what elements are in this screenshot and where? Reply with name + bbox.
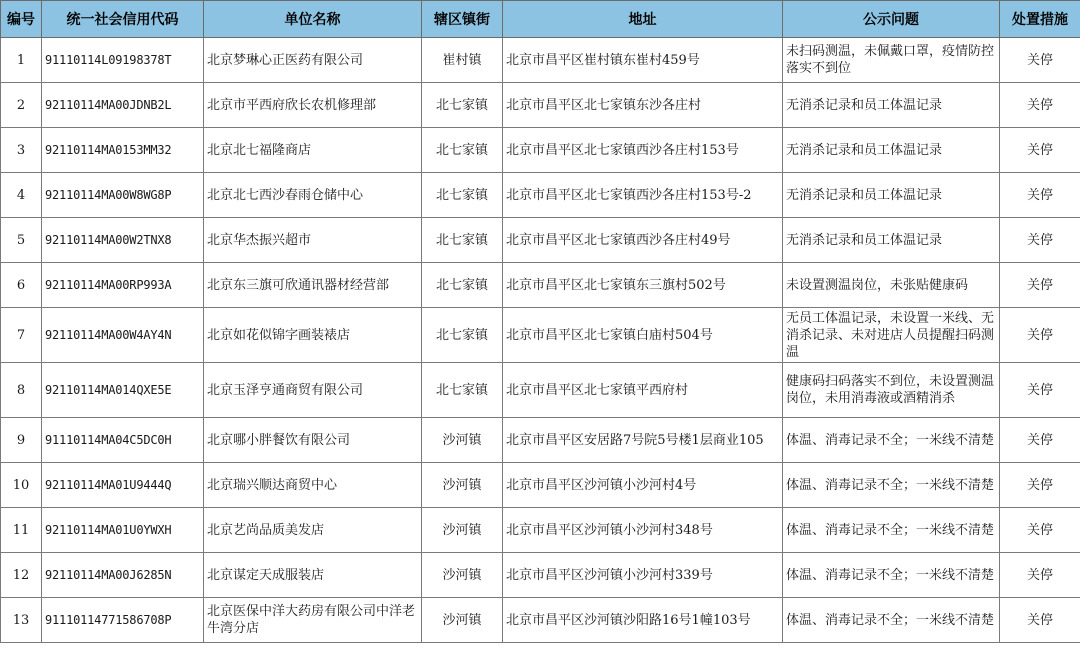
cell-issue: 体温、消毒记录不全；一米线不清楚: [783, 463, 1000, 508]
cell-address: 北京市昌平区崔村镇东崔村459号: [503, 38, 783, 83]
table-row: [1, 418, 1080, 463]
cell-credit-code: 92110114MA014QXE5E: [42, 363, 204, 418]
cell-unit-name: 北京东三旗可欣通讯器材经营部: [204, 263, 422, 308]
cell-district: 北七家镇: [422, 308, 503, 363]
cell-unit-name: 北京艺尚品质美发店: [204, 508, 422, 553]
table-row: [1, 308, 1080, 363]
cell-credit-code: 92110114MA01U0YWXH: [42, 508, 204, 553]
cell-issue: 体温、消毒记录不全；一米线不清楚: [783, 553, 1000, 598]
cell-address: 北京市昌平区北七家镇东沙各庄村: [503, 83, 783, 128]
cell-no: 10: [1, 463, 42, 508]
cell-unit-name: 北京梦琳心正医药有限公司: [204, 38, 422, 83]
cell-action: 关停: [1000, 128, 1080, 173]
cell-unit-name: 北京瑞兴顺达商贸中心: [204, 463, 422, 508]
cell-unit-name: 北京市平西府欣长农机修理部: [204, 83, 422, 128]
header-district: 辖区镇街: [422, 1, 503, 38]
cell-district: 北七家镇: [422, 263, 503, 308]
cell-action: 关停: [1000, 598, 1080, 643]
cell-district: 北七家镇: [422, 128, 503, 173]
cell-unit-name: 北京华杰振兴超市: [204, 218, 422, 263]
cell-action: 关停: [1000, 418, 1080, 463]
cell-unit-name: 北京医保中洋大药房有限公司中洋老牛湾分店: [204, 598, 422, 643]
table-header: [1, 1, 1080, 38]
cell-address: 北京市昌平区北七家镇西沙各庄村153号-2: [503, 173, 783, 218]
table-row: [1, 598, 1080, 643]
cell-credit-code: 92110114MA00JDNB2L: [42, 83, 204, 128]
table-row: [1, 463, 1080, 508]
cell-no: 4: [1, 173, 42, 218]
cell-unit-name: 北京谋定天成服装店: [204, 553, 422, 598]
cell-no: 11: [1, 508, 42, 553]
cell-credit-code: 92110114MA00J6285N: [42, 553, 204, 598]
header-action: 处置措施: [1000, 1, 1080, 38]
header-no: 编号: [1, 1, 42, 38]
cell-credit-code: 91110114771586708P: [42, 598, 204, 643]
cell-action: 关停: [1000, 308, 1080, 363]
cell-no: 6: [1, 263, 42, 308]
table-row: [1, 363, 1080, 418]
cell-credit-code: 92110114MA00W8WG8P: [42, 173, 204, 218]
cell-no: 7: [1, 308, 42, 363]
table-row: [1, 173, 1080, 218]
table-row: [1, 553, 1080, 598]
cell-address: 北京市昌平区安居路7号院5号楼1层商业105: [503, 418, 783, 463]
cell-action: 关停: [1000, 38, 1080, 83]
cell-unit-name: 北京北七西沙春雨仓储中心: [204, 173, 422, 218]
cell-issue: 无员工体温记录，未设置一米线、无消杀记录、未对进店人员提醒扫码测温: [783, 308, 1000, 363]
cell-district: 北七家镇: [422, 173, 503, 218]
cell-credit-code: 91110114L09198378T: [42, 38, 204, 83]
table-body: [1, 38, 1080, 643]
cell-credit-code: 92110114MA0153MM32: [42, 128, 204, 173]
cell-unit-name: 北京哪小胖餐饮有限公司: [204, 418, 422, 463]
header-issue: 公示问题: [783, 1, 1000, 38]
cell-address: 北京市昌平区沙河镇沙阳路16号1幢103号: [503, 598, 783, 643]
cell-credit-code: 92110114MA00W2TNX8: [42, 218, 204, 263]
cell-issue: 未扫码测温，未佩戴口罩，疫情防控落实不到位: [783, 38, 1000, 83]
cell-no: 9: [1, 418, 42, 463]
cell-issue: 无消杀记录和员工体温记录: [783, 128, 1000, 173]
cell-no: 8: [1, 363, 42, 418]
cell-action: 关停: [1000, 218, 1080, 263]
cell-issue: 无消杀记录和员工体温记录: [783, 83, 1000, 128]
header-credit-code: 统一社会信用代码: [42, 1, 204, 38]
table-row: [1, 128, 1080, 173]
cell-issue: 体温、消毒记录不全；一米线不清楚: [783, 508, 1000, 553]
cell-address: 北京市昌平区北七家镇白庙村504号: [503, 308, 783, 363]
cell-credit-code: 92110114MA01U9444Q: [42, 463, 204, 508]
cell-no: 3: [1, 128, 42, 173]
table-row: [1, 263, 1080, 308]
table-row: [1, 83, 1080, 128]
cell-no: 13: [1, 598, 42, 643]
cell-address: 北京市昌平区北七家镇平西府村: [503, 363, 783, 418]
cell-action: 关停: [1000, 173, 1080, 218]
table-row: [1, 218, 1080, 263]
cell-issue: 体温、消毒记录不全；一米线不清楚: [783, 418, 1000, 463]
cell-issue: 无消杀记录和员工体温记录: [783, 173, 1000, 218]
cell-unit-name: 北京北七福隆商店: [204, 128, 422, 173]
cell-district: 沙河镇: [422, 418, 503, 463]
header-address: 地址: [503, 1, 783, 38]
cell-issue: 健康码扫码落实不到位，未设置测温岗位，未用消毒液或酒精消杀: [783, 363, 1000, 418]
cell-credit-code: 92110114MA00RP993A: [42, 263, 204, 308]
cell-action: 关停: [1000, 363, 1080, 418]
cell-action: 关停: [1000, 263, 1080, 308]
cell-district: 崔村镇: [422, 38, 503, 83]
cell-address: 北京市昌平区北七家镇东三旗村502号: [503, 263, 783, 308]
table-row: [1, 38, 1080, 83]
cell-district: 沙河镇: [422, 508, 503, 553]
cell-address: 北京市昌平区沙河镇小沙河村339号: [503, 553, 783, 598]
cell-issue: 未设置测温岗位，未张贴健康码: [783, 263, 1000, 308]
cell-no: 5: [1, 218, 42, 263]
cell-district: 沙河镇: [422, 463, 503, 508]
cell-no: 2: [1, 83, 42, 128]
cell-district: 北七家镇: [422, 218, 503, 263]
cell-district: 北七家镇: [422, 83, 503, 128]
cell-action: 关停: [1000, 553, 1080, 598]
cell-address: 北京市昌平区沙河镇小沙河村348号: [503, 508, 783, 553]
cell-unit-name: 北京玉泽亨通商贸有限公司: [204, 363, 422, 418]
cell-no: 12: [1, 553, 42, 598]
cell-action: 关停: [1000, 83, 1080, 128]
cell-district: 北七家镇: [422, 363, 503, 418]
cell-unit-name: 北京如花似锦字画装裱店: [204, 308, 422, 363]
cell-credit-code: 92110114MA00W4AY4N: [42, 308, 204, 363]
cell-issue: 体温、消毒记录不全；一米线不清楚: [783, 598, 1000, 643]
cell-no: 1: [1, 38, 42, 83]
cell-credit-code: 91110114MA04C5DC0H: [42, 418, 204, 463]
cell-address: 北京市昌平区沙河镇小沙河村4号: [503, 463, 783, 508]
cell-issue: 无消杀记录和员工体温记录: [783, 218, 1000, 263]
cell-district: 沙河镇: [422, 598, 503, 643]
cell-district: 沙河镇: [422, 553, 503, 598]
header-unit-name: 单位名称: [204, 1, 422, 38]
cell-address: 北京市昌平区北七家镇西沙各庄村153号: [503, 128, 783, 173]
cell-action: 关停: [1000, 508, 1080, 553]
cell-action: 关停: [1000, 463, 1080, 508]
table-row: [1, 508, 1080, 553]
cell-address: 北京市昌平区北七家镇西沙各庄村49号: [503, 218, 783, 263]
